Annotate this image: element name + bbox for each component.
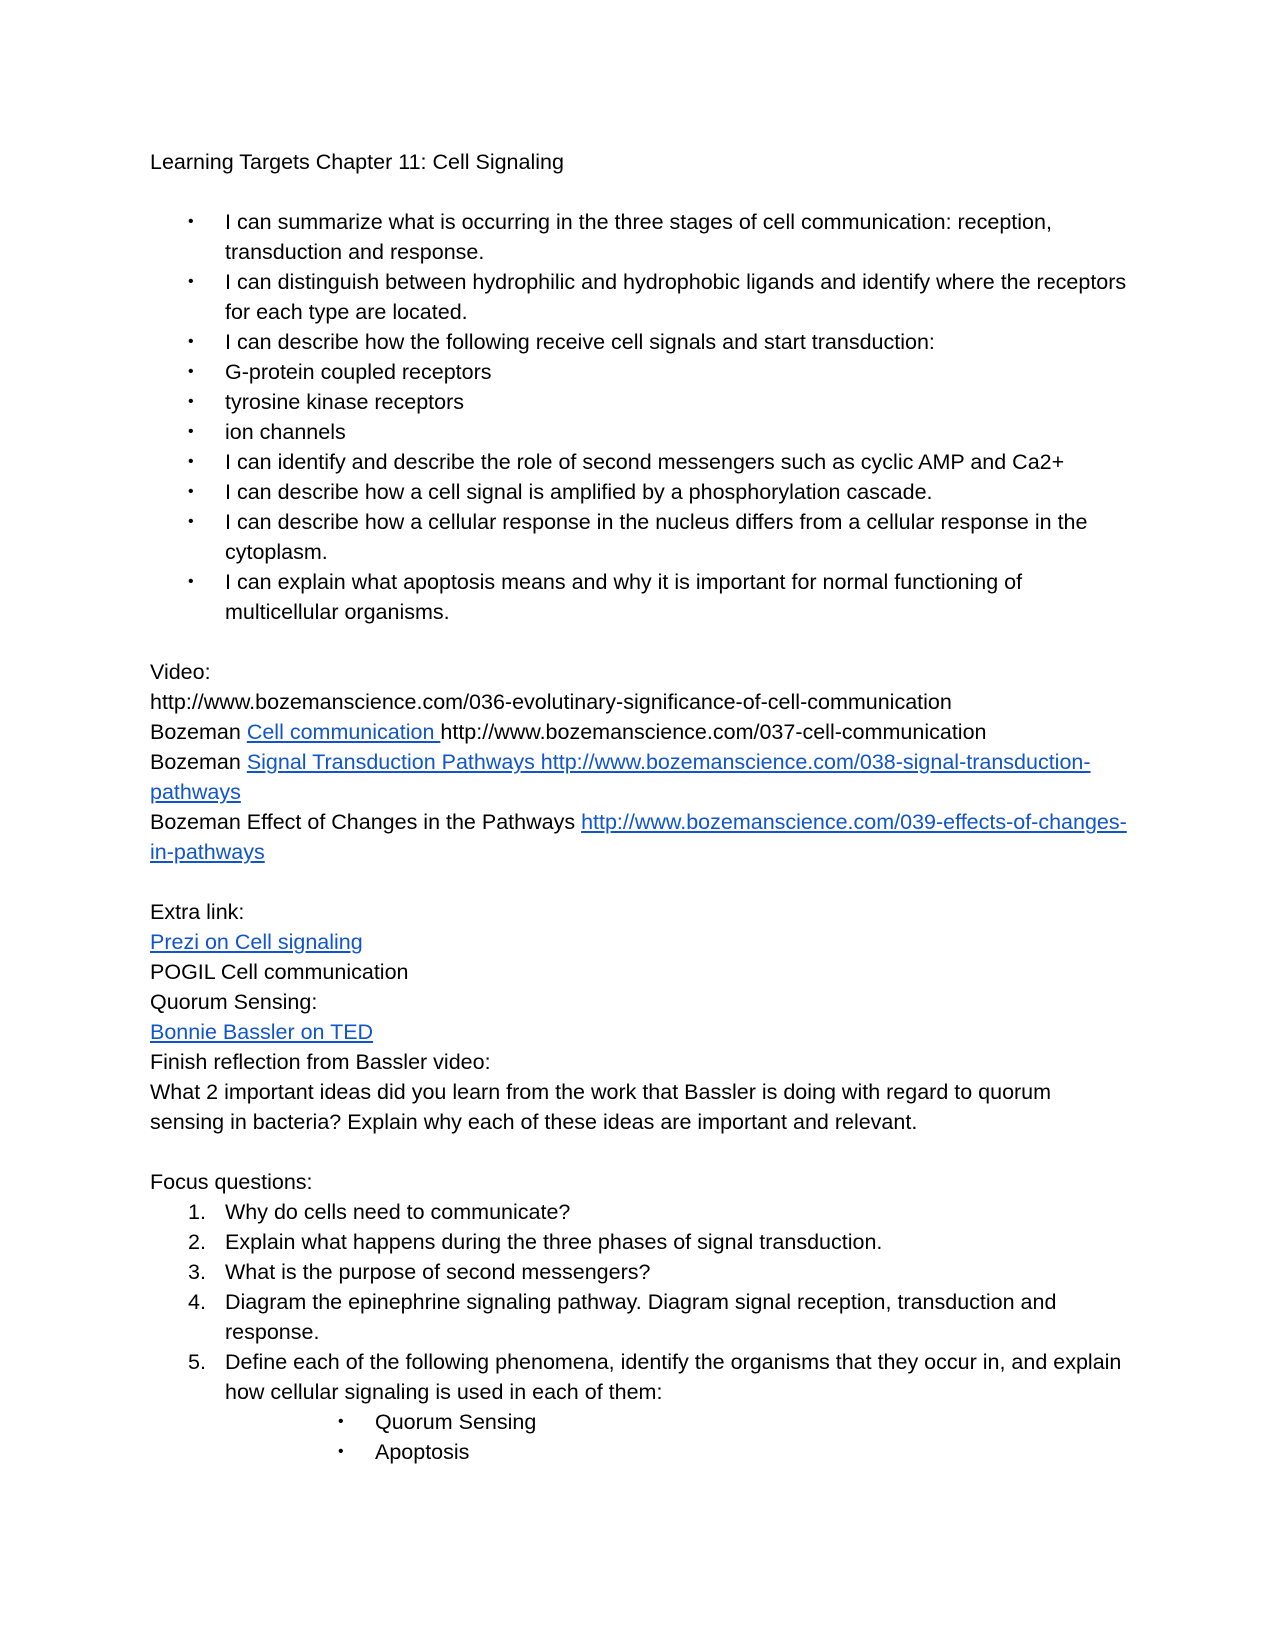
bullet-icon: • bbox=[338, 1443, 344, 1460]
list-item: 5. Define each of the following phenomena, identify the organisms that they occur in, and explain how cellular signaling is used in each of them: bbox=[150, 1347, 1130, 1407]
item-number: 5. bbox=[188, 1350, 206, 1374]
phenomena-list bbox=[150, 1407, 1130, 1467]
extra-heading: Extra link: bbox=[150, 900, 245, 924]
learning-targets-list bbox=[150, 207, 1130, 627]
focus-heading: Focus questions: bbox=[150, 1170, 313, 1194]
list-item: • G-protein coupled receptors bbox=[150, 357, 1130, 387]
list-item: • ion channels bbox=[150, 417, 1130, 447]
bullet-icon: • bbox=[188, 573, 194, 590]
bullet-icon: • bbox=[338, 1413, 344, 1430]
bullet-icon: • bbox=[188, 453, 194, 470]
video-section bbox=[150, 657, 1130, 867]
spacer bbox=[150, 1137, 1130, 1167]
list-item: • tyrosine kinase receptors bbox=[150, 387, 1130, 417]
bullet-icon: • bbox=[188, 423, 194, 440]
list-item: • I can identify and describe the role of second messengers such as cyclic AMP and Ca2+ bbox=[150, 447, 1130, 477]
reflection-text: What 2 important ideas did you learn from the work that Bassler is doing with regard to quorum sensing in bacteria? Explain why each of these ideas are important and relevant. bbox=[150, 1080, 1052, 1134]
list-item: • Apoptosis bbox=[150, 1437, 1130, 1467]
list-item: 1. Why do cells need to communicate? bbox=[150, 1197, 1130, 1227]
effects-of-changes-link[interactable]: http://www.bozemanscience.com/039-effects-of-changes-in-pathways bbox=[150, 810, 1127, 864]
focus-questions-list bbox=[150, 1197, 1130, 1407]
video-line-signal-transduction: Bozeman Signal Transduction Pathways http://www.bozemanscience.com/038-signal-transduction-pathways bbox=[150, 750, 1091, 804]
bullet-icon: • bbox=[188, 393, 194, 410]
item-number: 3. bbox=[188, 1260, 206, 1284]
list-item: 2. Explain what happens during the three phases of signal transduction. bbox=[150, 1227, 1130, 1257]
list-item: • I can describe how a cellular response in the nucleus differs from a cellular response in the cytoplasm. bbox=[150, 507, 1130, 567]
reflection-heading: Finish reflection from Bassler video: bbox=[150, 1050, 491, 1074]
bullet-icon: • bbox=[188, 513, 194, 530]
video-line-cell-communication: Bozeman Cell communication http://www.bozemanscience.com/037-cell-communication bbox=[150, 720, 987, 744]
video-url-036: http://www.bozemanscience.com/036-evolutinary-significance-of-cell-communication bbox=[150, 690, 952, 714]
video-heading: Video: bbox=[150, 660, 211, 684]
item-number: 4. bbox=[188, 1290, 206, 1314]
bullet-icon: • bbox=[188, 483, 194, 500]
prezi-link[interactable]: Prezi on Cell signaling bbox=[150, 930, 363, 954]
list-item: 3. What is the purpose of second messengers? bbox=[150, 1257, 1130, 1287]
list-item: • I can describe how the following receive cell signals and start transduction: bbox=[150, 327, 1130, 357]
page-title: Learning Targets Chapter 11: Cell Signaling bbox=[150, 150, 564, 174]
signal-transduction-link[interactable]: Signal Transduction Pathways http://www.bozemanscience.com/038-signal-transduction-pathways bbox=[150, 750, 1091, 804]
bullet-icon: • bbox=[188, 363, 194, 380]
focus-section bbox=[150, 1167, 1130, 1467]
list-item: • I can describe how a cell signal is amplified by a phosphorylation cascade. bbox=[150, 477, 1130, 507]
list-item: • I can distinguish between hydrophilic and hydrophobic ligands and identify where the receptors for each type are located. bbox=[150, 267, 1130, 327]
item-number: 1. bbox=[188, 1200, 206, 1224]
list-item: • I can explain what apoptosis means and why it is important for normal functioning of multicellular organisms. bbox=[150, 567, 1130, 627]
quorum-heading: Quorum Sensing: bbox=[150, 990, 318, 1014]
list-item: • Quorum Sensing bbox=[150, 1407, 1130, 1437]
bullet-icon: • bbox=[188, 213, 194, 230]
cell-communication-link[interactable]: Cell communication bbox=[246, 720, 441, 744]
video-line-effect-of-changes: Bozeman Effect of Changes in the Pathways http://www.bozemanscience.com/039-effects-of-changes-in-pathways bbox=[150, 810, 1127, 864]
document-body bbox=[150, 147, 1130, 1467]
item-number: 2. bbox=[188, 1230, 206, 1254]
list-item: • I can summarize what is occurring in the three stages of cell communication: reception, transduction and response. bbox=[150, 207, 1130, 267]
extra-section bbox=[150, 897, 1130, 1137]
ted-link[interactable]: Bonnie Bassler on TED bbox=[150, 1020, 374, 1044]
spacer bbox=[150, 867, 1130, 897]
list-item: 4. Diagram the epinephrine signaling pathway. Diagram signal reception, transduction and response. bbox=[150, 1287, 1130, 1347]
bullet-icon: • bbox=[188, 333, 194, 350]
pogil-text: POGIL Cell communication bbox=[150, 960, 409, 984]
bullet-icon: • bbox=[188, 273, 194, 290]
